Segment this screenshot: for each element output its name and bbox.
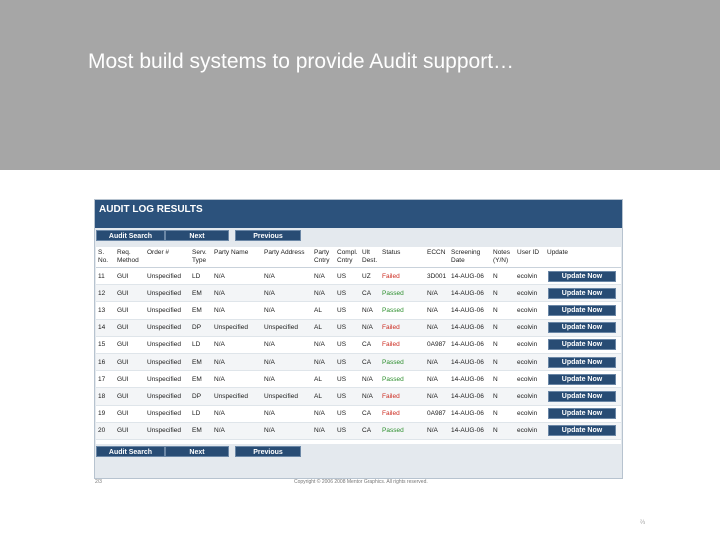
cell-serv-type: EM bbox=[190, 422, 212, 439]
bottom-button-bar bbox=[95, 446, 622, 462]
cell-compl-cntry: US bbox=[335, 388, 360, 405]
cell-sno: 17 bbox=[96, 371, 115, 388]
cell-party-cntry: AL bbox=[312, 388, 335, 405]
update-now-button[interactable]: Update Now bbox=[548, 271, 616, 282]
cell-notes: N bbox=[491, 319, 515, 336]
cell-screening-date: 14-AUG-06 bbox=[449, 268, 491, 285]
cell-update bbox=[545, 268, 621, 285]
cell-method: GUI bbox=[115, 405, 145, 422]
page-indicator: 2/3 bbox=[95, 479, 102, 485]
cell-status: Passed bbox=[380, 353, 425, 370]
cell-eccn: 3D001 bbox=[425, 268, 449, 285]
cell-party-address: Unspecified bbox=[262, 319, 312, 336]
cell-party-cntry: AL bbox=[312, 302, 335, 319]
cell-screening-date: 14-AUG-06 bbox=[449, 371, 491, 388]
cell-sno: 15 bbox=[96, 336, 115, 353]
cell-method: GUI bbox=[115, 353, 145, 370]
column-header: Notes (Y/N) bbox=[491, 247, 515, 268]
cell-notes: N bbox=[491, 422, 515, 439]
cell-eccn: N/A bbox=[425, 388, 449, 405]
cell-notes: N bbox=[491, 302, 515, 319]
cell-status: Failed bbox=[380, 405, 425, 422]
table-row bbox=[96, 319, 621, 336]
cell-serv-type: LD bbox=[190, 268, 212, 285]
cell-party-cntry: N/A bbox=[312, 285, 335, 302]
column-header: User ID bbox=[515, 247, 545, 268]
column-header: Status bbox=[380, 247, 425, 268]
cell-update bbox=[545, 405, 621, 422]
update-now-button[interactable]: Update Now bbox=[548, 408, 616, 419]
table-row bbox=[96, 388, 621, 405]
table-row bbox=[96, 353, 621, 370]
cell-sno: 18 bbox=[96, 388, 115, 405]
cell-notes: N bbox=[491, 353, 515, 370]
cell-serv-type: EM bbox=[190, 371, 212, 388]
cell-screening-date: 14-AUG-06 bbox=[449, 422, 491, 439]
cell-method: GUI bbox=[115, 336, 145, 353]
audit-log-panel bbox=[94, 199, 623, 479]
cell-order: Unspecified bbox=[145, 422, 190, 439]
update-now-button[interactable]: Update Now bbox=[548, 357, 616, 368]
audit-search-button[interactable]: Audit Search bbox=[96, 446, 165, 457]
cell-party-address: N/A bbox=[262, 268, 312, 285]
cell-party-cntry: N/A bbox=[312, 336, 335, 353]
cell-sno: 16 bbox=[96, 353, 115, 370]
audit-results-table bbox=[96, 247, 621, 440]
column-header: Order # bbox=[145, 247, 190, 268]
previous-button[interactable]: Previous bbox=[235, 446, 301, 457]
cell-order: Unspecified bbox=[145, 302, 190, 319]
cell-status: Failed bbox=[380, 319, 425, 336]
cell-party-name: N/A bbox=[212, 285, 262, 302]
cell-screening-date: 14-AUG-06 bbox=[449, 353, 491, 370]
cell-compl-cntry: US bbox=[335, 336, 360, 353]
cell-ult-dest: N/A bbox=[360, 371, 380, 388]
table-row bbox=[96, 371, 621, 388]
cell-order: Unspecified bbox=[145, 336, 190, 353]
table-row bbox=[96, 405, 621, 422]
cell-ult-dest: CA bbox=[360, 405, 380, 422]
cell-update bbox=[545, 353, 621, 370]
update-now-button[interactable]: Update Now bbox=[548, 339, 616, 350]
cell-sno: 12 bbox=[96, 285, 115, 302]
next-button[interactable]: Next bbox=[165, 446, 229, 457]
column-header: Screening Date bbox=[449, 247, 491, 268]
cell-party-name: N/A bbox=[212, 268, 262, 285]
cell-compl-cntry: US bbox=[335, 405, 360, 422]
cell-order: Unspecified bbox=[145, 405, 190, 422]
results-table-area bbox=[96, 247, 621, 444]
cell-method: GUI bbox=[115, 302, 145, 319]
cell-serv-type: DP bbox=[190, 319, 212, 336]
cell-party-name: N/A bbox=[212, 353, 262, 370]
cell-serv-type: DP bbox=[190, 388, 212, 405]
cell-screening-date: 14-AUG-06 bbox=[449, 302, 491, 319]
cell-order: Unspecified bbox=[145, 285, 190, 302]
table-header-row bbox=[96, 247, 621, 268]
cell-ult-dest: N/A bbox=[360, 388, 380, 405]
previous-button[interactable]: Previous bbox=[235, 230, 301, 241]
cell-screening-date: 14-AUG-06 bbox=[449, 319, 491, 336]
cell-party-name: Unspecified bbox=[212, 388, 262, 405]
slide-title: Most build systems to provide Audit support… bbox=[88, 50, 515, 73]
cell-eccn: 0A987 bbox=[425, 405, 449, 422]
cell-user-id: ecolvin bbox=[515, 285, 545, 302]
cell-ult-dest: CA bbox=[360, 336, 380, 353]
cell-compl-cntry: US bbox=[335, 268, 360, 285]
column-header: Update bbox=[545, 247, 621, 268]
cell-user-id: ecolvin bbox=[515, 336, 545, 353]
cell-user-id: ecolvin bbox=[515, 405, 545, 422]
cell-party-name: N/A bbox=[212, 302, 262, 319]
cell-sno: 14 bbox=[96, 319, 115, 336]
cell-eccn: N/A bbox=[425, 302, 449, 319]
cell-serv-type: EM bbox=[190, 302, 212, 319]
cell-ult-dest: CA bbox=[360, 285, 380, 302]
cell-party-name: Unspecified bbox=[212, 319, 262, 336]
cell-screening-date: 14-AUG-06 bbox=[449, 285, 491, 302]
cell-status: Failed bbox=[380, 336, 425, 353]
cell-eccn: N/A bbox=[425, 319, 449, 336]
cell-method: GUI bbox=[115, 388, 145, 405]
cell-user-id: ecolvin bbox=[515, 302, 545, 319]
cell-order: Unspecified bbox=[145, 353, 190, 370]
update-now-button[interactable]: Update Now bbox=[548, 305, 616, 316]
cell-sno: 19 bbox=[96, 405, 115, 422]
cell-update bbox=[545, 388, 621, 405]
cell-update bbox=[545, 319, 621, 336]
cell-compl-cntry: US bbox=[335, 371, 360, 388]
cell-screening-date: 14-AUG-06 bbox=[449, 388, 491, 405]
update-now-button[interactable]: Update Now bbox=[548, 322, 616, 333]
cell-notes: N bbox=[491, 388, 515, 405]
table-row bbox=[96, 336, 621, 353]
cell-order: Unspecified bbox=[145, 319, 190, 336]
cell-party-address: N/A bbox=[262, 336, 312, 353]
update-now-button[interactable]: Update Now bbox=[548, 425, 616, 436]
cell-party-cntry: N/A bbox=[312, 268, 335, 285]
cell-compl-cntry: US bbox=[335, 422, 360, 439]
cell-party-address: N/A bbox=[262, 371, 312, 388]
cell-serv-type: LD bbox=[190, 405, 212, 422]
cell-eccn: N/A bbox=[425, 285, 449, 302]
column-header: Party Address bbox=[262, 247, 312, 268]
table-row bbox=[96, 422, 621, 439]
cell-ult-dest: CA bbox=[360, 353, 380, 370]
cell-method: GUI bbox=[115, 371, 145, 388]
cell-eccn: N/A bbox=[425, 422, 449, 439]
update-now-button[interactable]: Update Now bbox=[548, 288, 616, 299]
update-now-button[interactable]: Update Now bbox=[548, 391, 616, 402]
cell-status: Failed bbox=[380, 388, 425, 405]
cell-user-id: ecolvin bbox=[515, 422, 545, 439]
cell-sno: 11 bbox=[96, 268, 115, 285]
cell-method: GUI bbox=[115, 422, 145, 439]
cell-party-address: N/A bbox=[262, 422, 312, 439]
cell-method: GUI bbox=[115, 285, 145, 302]
cell-screening-date: 14-AUG-06 bbox=[449, 405, 491, 422]
cell-status: Passed bbox=[380, 302, 425, 319]
column-header: Serv. Type bbox=[190, 247, 212, 268]
slide-header bbox=[0, 0, 720, 170]
cell-notes: N bbox=[491, 405, 515, 422]
column-header: Ult Dest. bbox=[360, 247, 380, 268]
cell-sno: 20 bbox=[96, 422, 115, 439]
cell-party-address: Unspecified bbox=[262, 388, 312, 405]
update-now-button[interactable]: Update Now bbox=[548, 374, 616, 385]
cell-serv-type: EM bbox=[190, 353, 212, 370]
cell-party-name: N/A bbox=[212, 405, 262, 422]
cell-eccn: 0A987 bbox=[425, 336, 449, 353]
cell-serv-type: LD bbox=[190, 336, 212, 353]
cell-party-cntry: N/A bbox=[312, 405, 335, 422]
cell-ult-dest: N/A bbox=[360, 319, 380, 336]
cell-screening-date: 14-AUG-06 bbox=[449, 336, 491, 353]
top-button-bar bbox=[95, 230, 622, 246]
cell-compl-cntry: US bbox=[335, 319, 360, 336]
cell-update bbox=[545, 285, 621, 302]
cell-compl-cntry: US bbox=[335, 285, 360, 302]
cell-serv-type: EM bbox=[190, 285, 212, 302]
cell-status: Failed bbox=[380, 268, 425, 285]
table-row bbox=[96, 268, 621, 285]
cell-sno: 13 bbox=[96, 302, 115, 319]
column-header: Party Name bbox=[212, 247, 262, 268]
audit-search-button[interactable]: Audit Search bbox=[96, 230, 165, 241]
slide-page-mark: ⅔ bbox=[640, 520, 646, 526]
cell-ult-dest: UZ bbox=[360, 268, 380, 285]
panel-title: AUDIT LOG RESULTS bbox=[95, 200, 622, 228]
cell-order: Unspecified bbox=[145, 371, 190, 388]
cell-user-id: ecolvin bbox=[515, 268, 545, 285]
cell-party-address: N/A bbox=[262, 285, 312, 302]
cell-order: Unspecified bbox=[145, 268, 190, 285]
cell-status: Passed bbox=[380, 422, 425, 439]
cell-notes: N bbox=[491, 268, 515, 285]
cell-party-address: N/A bbox=[262, 302, 312, 319]
cell-party-cntry: AL bbox=[312, 371, 335, 388]
cell-party-address: N/A bbox=[262, 353, 312, 370]
cell-compl-cntry: US bbox=[335, 353, 360, 370]
cell-method: GUI bbox=[115, 268, 145, 285]
cell-update bbox=[545, 302, 621, 319]
cell-eccn: N/A bbox=[425, 353, 449, 370]
copyright-text: Copyright © 2006 2008 Mentor Graphics. All rights reserved. bbox=[294, 479, 428, 485]
cell-order: Unspecified bbox=[145, 388, 190, 405]
cell-party-cntry: N/A bbox=[312, 422, 335, 439]
cell-eccn: N/A bbox=[425, 371, 449, 388]
cell-status: Passed bbox=[380, 371, 425, 388]
cell-party-name: N/A bbox=[212, 422, 262, 439]
cell-update bbox=[545, 371, 621, 388]
cell-update bbox=[545, 336, 621, 353]
cell-notes: N bbox=[491, 285, 515, 302]
table-row bbox=[96, 285, 621, 302]
cell-update bbox=[545, 422, 621, 439]
next-button[interactable]: Next bbox=[165, 230, 229, 241]
cell-notes: N bbox=[491, 371, 515, 388]
cell-ult-dest: CA bbox=[360, 422, 380, 439]
column-header: Req. Method bbox=[115, 247, 145, 268]
cell-notes: N bbox=[491, 336, 515, 353]
cell-user-id: ecolvin bbox=[515, 371, 545, 388]
cell-user-id: ecolvin bbox=[515, 353, 545, 370]
column-header: Party Cntry bbox=[312, 247, 335, 268]
cell-party-name: N/A bbox=[212, 371, 262, 388]
cell-ult-dest: N/A bbox=[360, 302, 380, 319]
column-header: ECCN bbox=[425, 247, 449, 268]
cell-party-cntry: AL bbox=[312, 319, 335, 336]
cell-user-id: ecolvin bbox=[515, 388, 545, 405]
cell-compl-cntry: US bbox=[335, 302, 360, 319]
column-header: Compl. Cntry bbox=[335, 247, 360, 268]
table-row bbox=[96, 302, 621, 319]
cell-method: GUI bbox=[115, 319, 145, 336]
cell-party-name: N/A bbox=[212, 336, 262, 353]
cell-status: Passed bbox=[380, 285, 425, 302]
column-header: S. No. bbox=[96, 247, 115, 268]
cell-user-id: ecolvin bbox=[515, 319, 545, 336]
cell-party-cntry: N/A bbox=[312, 353, 335, 370]
cell-party-address: N/A bbox=[262, 405, 312, 422]
